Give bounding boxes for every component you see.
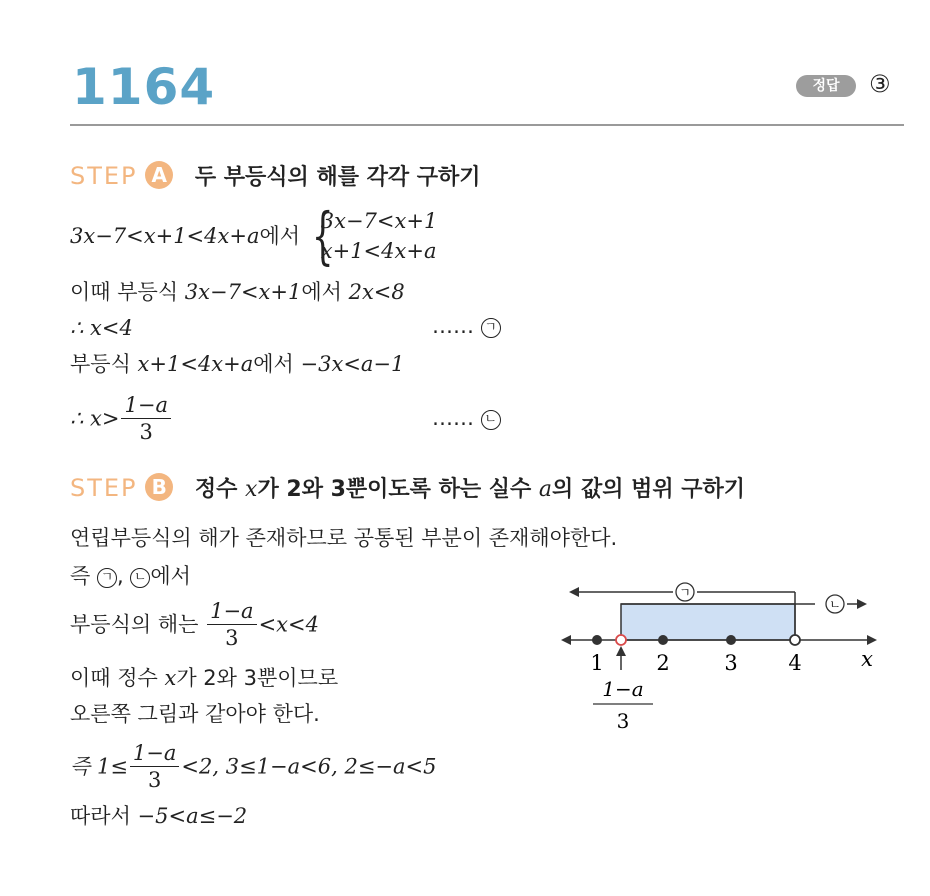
circled-nieun-icon: ㄴ xyxy=(130,568,150,588)
problem-number: 1164 xyxy=(72,58,216,116)
numerator: 1−a xyxy=(121,392,170,419)
text: 정수 xyxy=(194,477,246,502)
numerator: 1−a xyxy=(130,740,179,767)
dots: …… xyxy=(432,406,474,430)
fraction xyxy=(207,598,256,651)
step-a-line-3 xyxy=(70,314,133,342)
text: 이때 정수 xyxy=(70,666,165,690)
math-expr: ∴ x<4 xyxy=(70,316,133,340)
math-expr: <x<4 xyxy=(258,612,319,637)
point-2 xyxy=(658,635,668,645)
text: 부등식 xyxy=(70,352,138,376)
numerator: 1−a xyxy=(207,598,256,625)
boundary-pointer-head-icon xyxy=(616,646,626,656)
tick-label-1: 1 xyxy=(590,651,604,675)
step-a-line-5 xyxy=(70,392,173,445)
math-expr: 즉 1≤ xyxy=(70,754,128,779)
arrow-right-head-icon xyxy=(857,599,867,609)
boundary-denominator: 3 xyxy=(616,709,630,733)
text: 가 2와 3뿐이므로 xyxy=(176,666,339,690)
solution-region xyxy=(621,604,795,640)
text: 에서 xyxy=(253,352,301,376)
tick-label-2: 2 xyxy=(656,651,670,675)
number-line-diagram xyxy=(555,570,885,740)
math-expr: 3x−7<x+1 xyxy=(184,280,302,304)
step-b-line-1: 연립부등식의 해가 존재하므로 공통된 부분이 존재해야한다. xyxy=(70,526,618,550)
system-row-1: 3x−7<x+1 xyxy=(320,209,438,233)
step-b-line-4 xyxy=(70,664,338,692)
step-a-title: 두 부등식의 해를 각각 구하기 xyxy=(194,165,481,190)
step-b-letter: B xyxy=(145,473,173,501)
denominator: 3 xyxy=(147,768,162,792)
step-b-line-5: 오른쪽 그림과 같아야 한다. xyxy=(70,702,320,726)
answer-value: ③ xyxy=(869,70,891,98)
tick-label-3: 3 xyxy=(724,651,738,675)
circled-giyeok-icon: ㄱ xyxy=(97,568,117,588)
step-a-label: STEP xyxy=(70,162,138,190)
brace-icon: { xyxy=(311,199,334,272)
axis-right-head-icon xyxy=(867,635,877,645)
step-b-line-2 xyxy=(70,562,191,590)
text-eseo: 에서 xyxy=(259,224,301,248)
text: 가 2와 3뿐이도록 하는 실수 xyxy=(257,477,539,502)
boundary-numerator: 1−a xyxy=(602,677,644,701)
point-1 xyxy=(592,635,602,645)
denominator: 3 xyxy=(139,420,153,444)
step-a-line-2 xyxy=(70,278,405,306)
point-3 xyxy=(726,635,736,645)
step-a-label-2 xyxy=(432,404,501,432)
text: 이때 부등식 xyxy=(70,280,185,304)
step-a-letter: A xyxy=(145,161,173,189)
fraction xyxy=(130,740,179,793)
dots: …… xyxy=(432,314,474,338)
header-divider xyxy=(70,124,904,126)
var-x: x xyxy=(245,477,258,502)
math-expr: <2, 3≤1−a<6, 2≤−a<5 xyxy=(181,754,437,779)
arrow-nieun-label: ㄴ xyxy=(829,597,841,612)
answer-badge: 정답 xyxy=(796,75,856,97)
var-x: x xyxy=(164,666,177,690)
step-b-heading xyxy=(70,472,745,503)
point-4-open xyxy=(790,635,800,645)
axis-left-head-icon xyxy=(561,635,571,645)
fraction xyxy=(121,392,170,445)
math-expr: −3x<a−1 xyxy=(300,352,405,376)
axis-label-x: x xyxy=(861,647,873,671)
inequality-system xyxy=(307,199,438,272)
step-b-title xyxy=(195,477,745,502)
arrow-giyeok-label: ㄱ xyxy=(679,585,691,600)
compound-inequality: 3x−7<x+1<4x+a xyxy=(70,224,260,248)
math-expr: ∴ x> xyxy=(70,406,120,431)
circled-giyeok-icon: ㄱ xyxy=(481,318,501,338)
text: 에서 xyxy=(150,564,191,588)
step-b-line-6 xyxy=(70,740,436,793)
point-boundary-open xyxy=(616,635,626,645)
math-expr: 2x<8 xyxy=(348,280,405,304)
step-a-label-1 xyxy=(432,312,501,340)
tick-label-4: 4 xyxy=(788,651,802,675)
denominator: 3 xyxy=(225,626,239,650)
step-a-line-1 xyxy=(70,199,438,272)
circled-nieun-icon: ㄴ xyxy=(481,410,501,430)
text: 즉 xyxy=(70,564,97,588)
step-b-line-7 xyxy=(70,802,247,830)
step-b-line-3 xyxy=(70,598,319,651)
system-row-2: x+1<4x+a xyxy=(320,239,437,263)
math-expr: x+1<4x+a xyxy=(137,352,254,376)
step-b-label: STEP xyxy=(70,474,138,502)
step-a-line-4 xyxy=(70,350,404,378)
text: 의 값의 범위 구하기 xyxy=(552,477,746,502)
text: 에서 xyxy=(301,280,349,304)
text: , xyxy=(116,564,131,588)
arrow-left-head-icon xyxy=(569,587,579,597)
var-a: a xyxy=(538,477,553,502)
step-a-heading xyxy=(70,160,481,191)
math-expr: −5<a≤−2 xyxy=(137,804,248,828)
text: 따라서 xyxy=(70,804,138,828)
text: 부등식의 해는 xyxy=(70,612,206,637)
